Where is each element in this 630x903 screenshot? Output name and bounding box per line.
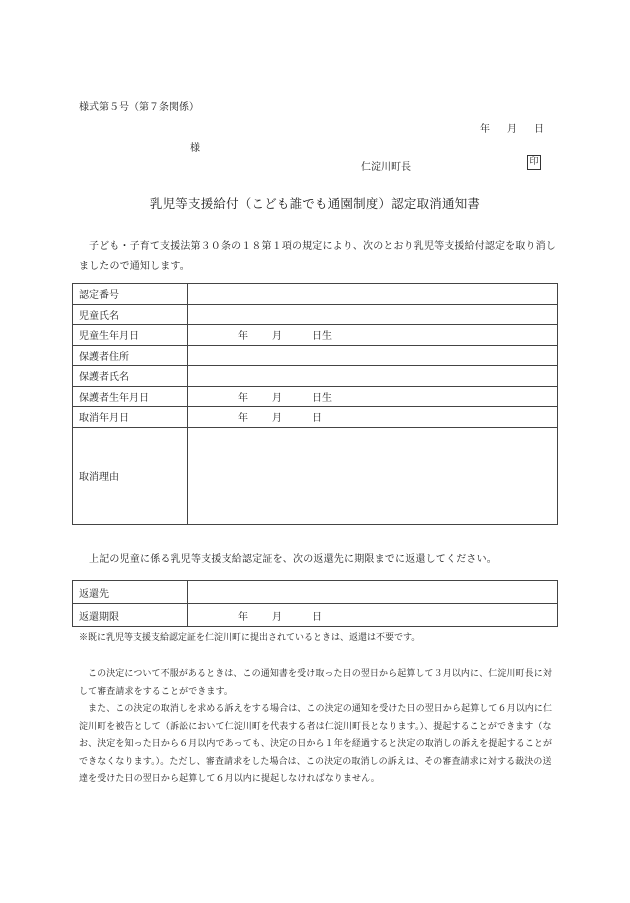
date-day: 日 [534,124,544,135]
month-label: 月 [272,392,282,404]
day-label: 日 [312,611,322,623]
recipient-suffix: 様 [190,143,200,154]
appeal-instructions [79,666,553,789]
return-table [72,580,558,627]
child-birthdate-cell [188,325,558,346]
day-label: 日 [312,413,322,425]
guardian-birthdate-cell [188,386,558,407]
row-label: 児童氏名 [73,304,188,325]
return-notice: 上記の児童に係る乳児等支援支給認定証を、次の返還先に期限までに返還してください。 [89,554,497,565]
row-label: 取消年月日 [73,407,188,428]
date-month: 月 [507,124,517,135]
form-number: 様式第５号（第７条関係） [79,102,199,113]
table-row [73,284,558,305]
day-label: 日生 [312,331,332,343]
revocation-date-cell [188,407,558,428]
revocation-info-table [72,283,558,525]
year-label: 年 [238,413,248,425]
return-deadline-cell [188,604,558,627]
return-note: ※既に乳児等支援支給認定証を仁淀川町に提出されているときは、返還は不要です。 [79,633,421,643]
table-row [73,386,558,407]
year-label: 年 [238,392,248,404]
document-title: 乳児等支援給付（こども誰でも通園制度）認定取消通知書 [149,196,481,211]
guardian-address-cell [188,345,558,366]
year-label: 年 [238,331,248,343]
certification-number-cell [188,284,558,305]
month-label: 月 [272,413,282,425]
intro-paragraph: 子ども・子育て支援法第３０条の１８第１項の規定により、次のとおり乳児等支援給付認定を取り消しましたので通知します。 [79,241,556,272]
table-row [73,345,558,366]
month-label: 月 [272,611,282,623]
row-label: 児童生年月日 [73,325,188,346]
table-row [73,325,558,346]
seal-stamp: 印 [527,155,541,170]
guardian-name-cell [188,366,558,387]
row-label: 返還先 [73,581,188,604]
issue-date [480,120,544,135]
table-row [73,304,558,325]
return-destination-cell [188,581,558,604]
row-label: 保護者生年月日 [73,386,188,407]
table-row [73,604,558,627]
table-row [73,581,558,604]
date-year: 年 [480,124,490,135]
row-label: 返還期限 [73,604,188,627]
row-label: 保護者氏名 [73,366,188,387]
table-row [73,407,558,428]
table-row [73,427,558,524]
revocation-reason-cell [188,427,558,524]
row-label: 取消理由 [73,427,188,524]
month-label: 月 [272,331,282,343]
row-label: 認定番号 [73,284,188,305]
year-label: 年 [238,611,248,623]
row-label: 保護者住所 [73,345,188,366]
lawsuit-paragraph: また、この決定の取消しを求める訴えをする場合は、この決定の通知を受けた日の翌日から起算して６月以内に仁淀川町を被告として（訴訟において仁淀川町を代表する者は仁淀川町長となります。）、提起することができます（なお、決定を知った日から６月以内であっても、決定の日から１年を経過すると決定の取消しの訴えを提起することができなくなります。）。ただし、審査請求をした場合は、この決定の取消しの訴えは、その審査請求に対する裁決の送達を受けた日の翌日から起算して６月以内に提起しなければなりません。 [79,704,553,784]
day-label: 日生 [312,392,332,404]
table-row [73,366,558,387]
issuer-name: 仁淀川町長 [361,162,411,173]
appeal-paragraph: この決定について不服があるときは、この通知書を受け取った日の翌日から起算して３月以内に、仁淀川町長に対して審査請求をすることができます。 [79,669,552,697]
child-name-cell [188,304,558,325]
